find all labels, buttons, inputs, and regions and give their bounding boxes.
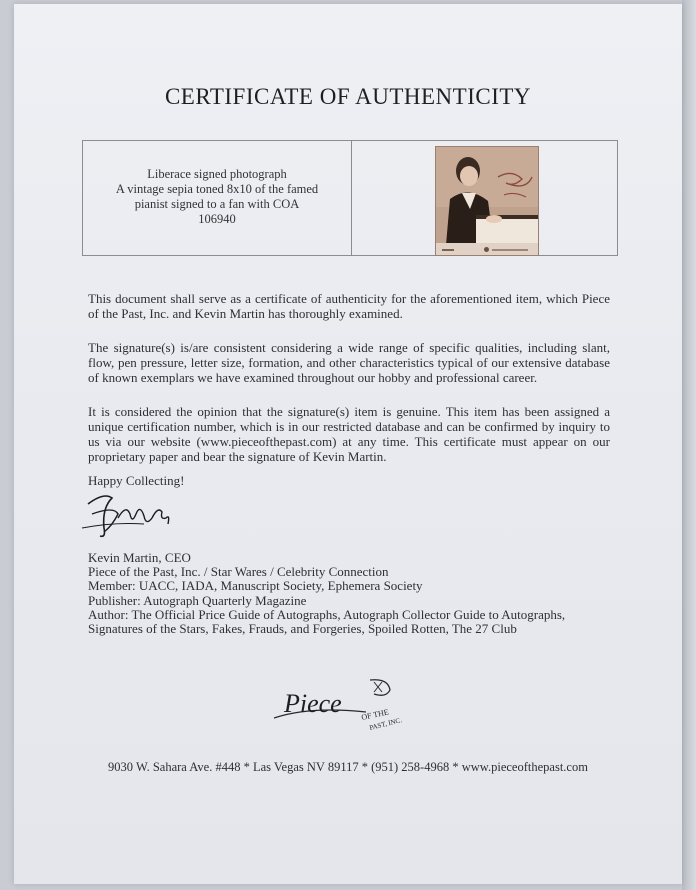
item-line: pianist signed to a fan with COA (134, 197, 300, 211)
credit-line: Member: UACC, IADA, Manuscript Society, Ephemera Society (88, 578, 423, 594)
background-edge (682, 0, 696, 890)
signature-icon (74, 484, 184, 544)
paragraph-opinion: It is considered the opinion that the signature(s) item is genuine. This item has been assigned a unique certification number, which is in our restricted database and can be confirmed by inquiry to us via our website (www.pieceofthepast.com) at any time. This certificate must appear on our proprietary paper and bear the signature of Kevin Martin. (88, 404, 610, 464)
table-divider (351, 141, 352, 255)
paragraph-analysis: The signature(s) is/are consistent considering a wide range of specific qualities, including slant, flow, pen pressure, letter size, formation, and other characteristics typical of our extensive database of known exemplars we have examined throughout our hobby and professional career. (88, 340, 610, 385)
closing-line: Happy Collecting! (88, 473, 185, 488)
credits-block (88, 551, 608, 636)
item-line: A vintage sepia toned 8x10 of the famed (115, 182, 319, 196)
pianist-photo-icon (436, 147, 539, 256)
logo-sub-text-2: PAST, INC. (368, 716, 403, 732)
credit-line: Kevin Martin, CEO (88, 550, 191, 565)
photo-signature-mark (442, 249, 454, 251)
logo-sub-text: OF THE (360, 707, 390, 722)
credit-line: Piece of the Past, Inc. / Star Wares / Celebrity Connection (88, 564, 389, 580)
credit-line: Publisher: Autograph Quarterly Magazine (88, 592, 307, 608)
item-table (82, 140, 618, 256)
item-line: Liberace signed photograph (147, 167, 287, 181)
item-coa-number: 106940 (198, 212, 236, 226)
paragraph-intro: This document shall serve as a certificate of authenticity for the aforementioned item, which Piece of the Past, Inc. and Kevin Martin has thoroughly examined. (88, 291, 610, 321)
photo-studio-logo-icon (484, 247, 489, 252)
photo-studio-name (492, 249, 528, 251)
footer-address: 9030 W. Sahara Ave. #448 * Las Vegas NV 89117 * (951) 258-4968 * www.pieceofthepast.com (108, 760, 588, 774)
item-description (83, 167, 351, 227)
item-photo (435, 146, 539, 256)
certificate-title: CERTIFICATE OF AUTHENTICITY (164, 84, 532, 109)
credit-line: Author: The Official Price Guide of Autographs, Autograph Collector Guide to Autographs, (88, 606, 566, 622)
company-logo (270, 672, 420, 736)
logo-main-text: Piece (284, 689, 342, 718)
credit-line: Signatures of the Stars, Fakes, Frauds, and Forgeries, Spoiled Rotten, The 27 Club (88, 621, 517, 637)
